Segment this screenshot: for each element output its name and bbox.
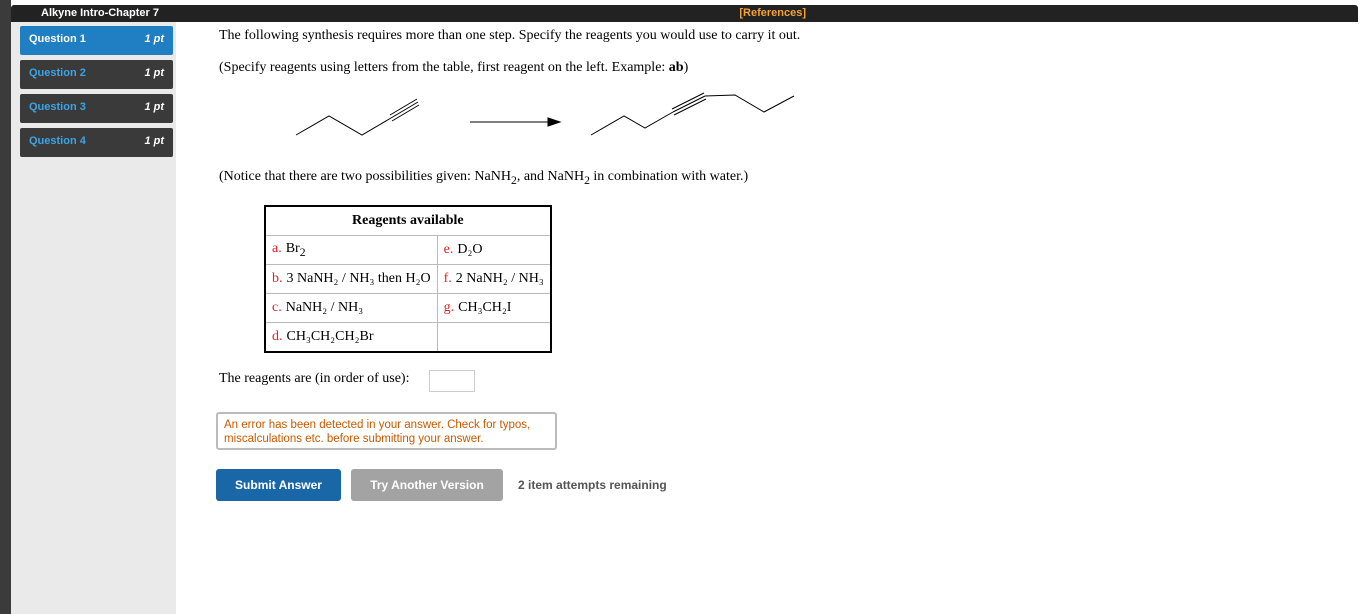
question-label: Question 4 (29, 135, 86, 147)
reagent-g (437, 294, 551, 323)
instruction-text: (Specify reagents using letters from the table, first reagent on the left. Example: (219, 60, 669, 75)
instruction-text-end: ) (683, 60, 689, 75)
question-prompt: The following synthesis requires more than one step. Specify the reagents you would use to carry it out. (219, 28, 801, 43)
question-points: 1 pt (144, 67, 164, 79)
question-label: Question 3 (29, 101, 86, 113)
reagents-table-header: Reagents available (265, 206, 551, 236)
assignment-header (11, 5, 1358, 22)
table-row (265, 265, 551, 294)
question-label: Question 1 (29, 33, 86, 45)
reagent-text: D₂O (457, 242, 483, 257)
reagent-letter: a. (272, 241, 282, 257)
left-edge-strip (0, 0, 11, 614)
reagent-text: 2 NaNH₂ / NH₃ (455, 271, 544, 286)
reagent-letter: d. (272, 329, 283, 344)
reagents-table (264, 205, 552, 353)
notice-text (219, 169, 748, 187)
reagent-text: Br (285, 241, 300, 257)
reagent-letter: e. (443, 242, 454, 257)
empty-cell (437, 323, 551, 353)
table-row (265, 323, 551, 353)
notice-subscript: 2 (510, 173, 517, 187)
attempts-remaining: 2 item attempts remaining (518, 478, 667, 492)
references-link[interactable]: [References] (739, 7, 806, 19)
reagent-subscript: 2 (299, 245, 306, 259)
reagent-answer-input[interactable] (429, 370, 475, 392)
reagent-f (437, 265, 551, 294)
question-points: 1 pt (144, 33, 164, 45)
reagent-d (265, 323, 437, 353)
reagent-letter: c. (272, 300, 282, 315)
notice-subscript: 2 (584, 173, 590, 187)
reagent-c (265, 294, 437, 323)
try-another-version-button[interactable]: Try Another Version (351, 469, 503, 501)
error-message: An error has been detected in your answer. Check for typos, miscalculations etc. before submitting your answer. (216, 412, 557, 450)
instruction-example: ab (668, 60, 684, 75)
reagent-text: NaNH₂ / NH₃ (285, 300, 364, 315)
reagent-text: CH₃CH₂CH₂Br (286, 329, 374, 344)
notice-part: (Notice that there are two possibilities given: NaNH (219, 169, 511, 184)
reagent-b (265, 265, 437, 294)
synthesis-scheme (176, 22, 1358, 162)
sidebar-item-question-1[interactable] (20, 26, 173, 55)
submit-answer-button[interactable]: Submit Answer (216, 469, 341, 501)
reagent-text: CH₃CH₂I (458, 300, 512, 315)
notice-part: , and NaNH (516, 169, 585, 184)
notice-part: in combination with water.) (589, 169, 749, 184)
question-points: 1 pt (144, 135, 164, 147)
reagent-letter: b. (272, 271, 283, 286)
assignment-title: Alkyne Intro-Chapter 7 (41, 7, 159, 19)
product-alkyne-structure (591, 93, 794, 135)
reagent-letter: f. (443, 271, 452, 286)
sidebar-item-question-4[interactable] (20, 128, 173, 157)
table-row (265, 236, 551, 265)
starting-alkyne-structure (296, 99, 419, 135)
reagent-e (437, 236, 551, 265)
table-row (265, 294, 551, 323)
question-content (176, 22, 1358, 614)
reagent-letter: g. (443, 300, 455, 315)
reaction-arrow (470, 118, 560, 126)
sidebar-item-question-2[interactable] (20, 60, 173, 89)
answer-label: The reagents are (in order of use): (219, 371, 410, 386)
sidebar-item-question-3[interactable] (20, 94, 173, 123)
question-sidebar (11, 22, 176, 614)
question-label: Question 2 (29, 67, 86, 79)
reagent-text: 3 NaNH₂ / NH₃ then H₂O (286, 271, 431, 286)
question-points: 1 pt (144, 101, 164, 113)
reagent-a (265, 236, 437, 265)
